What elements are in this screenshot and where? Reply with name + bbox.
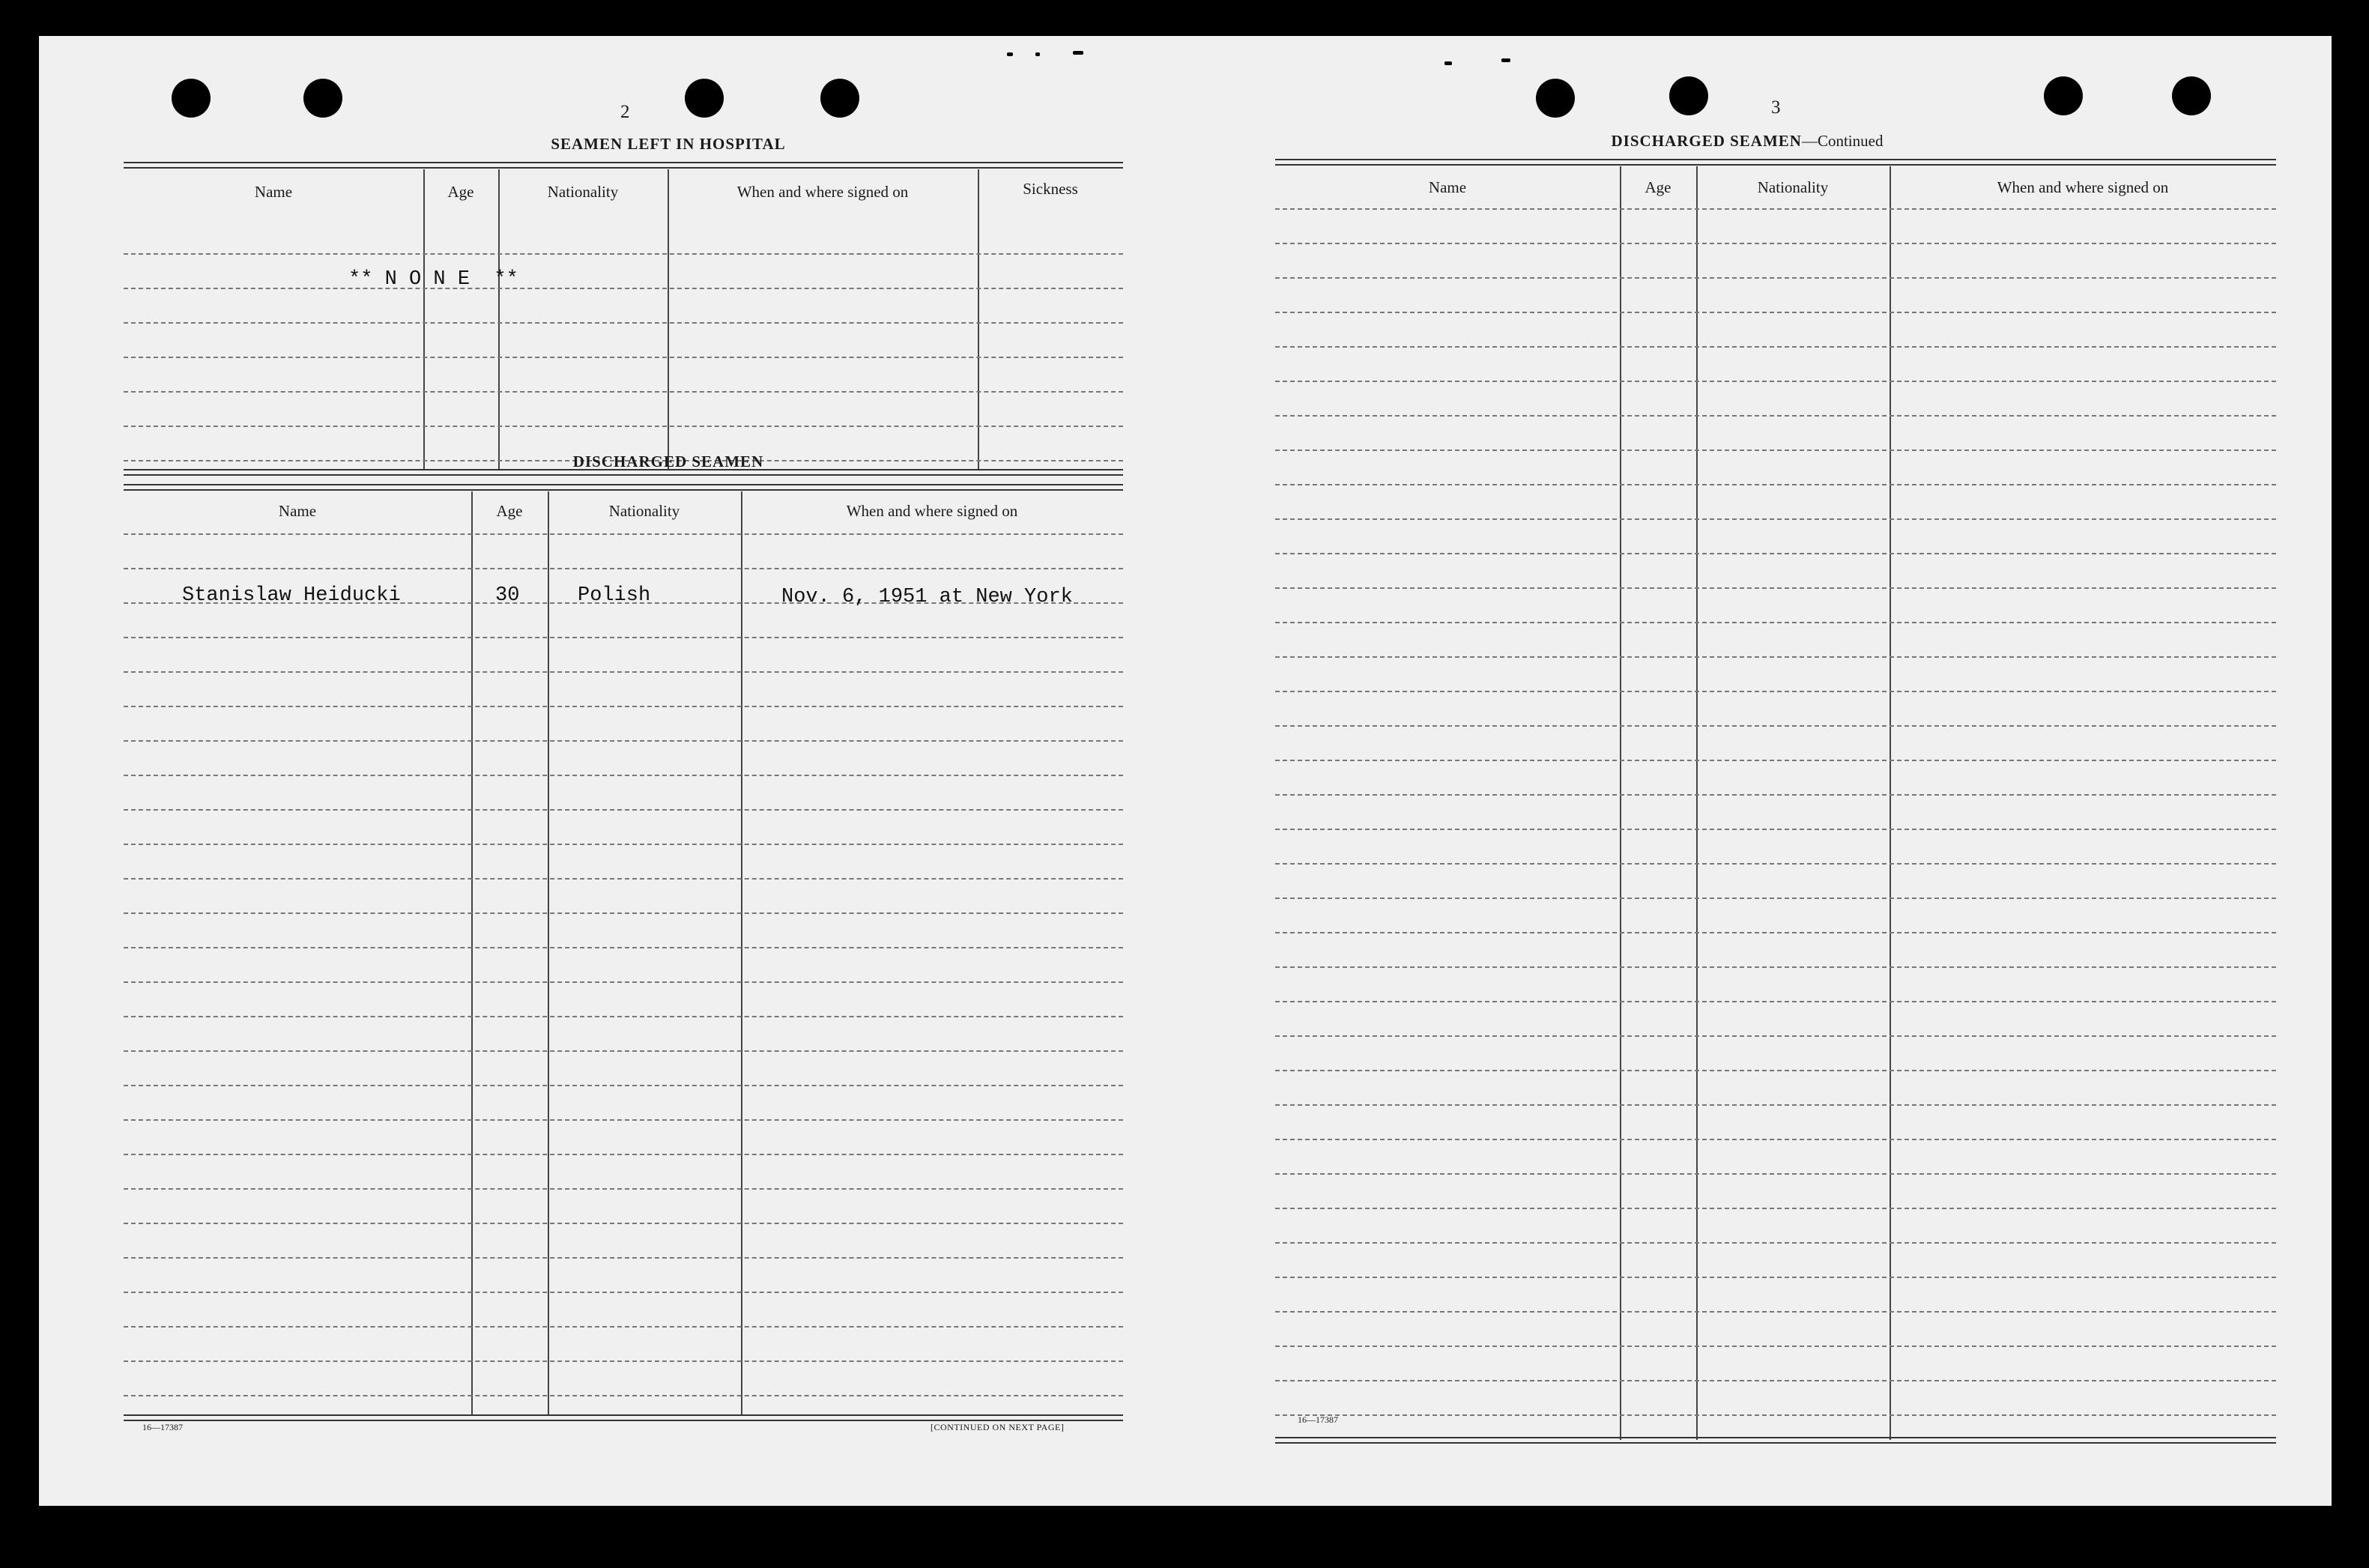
row-line (124, 1326, 1123, 1328)
column-header-nationality: Nationality (1757, 178, 1829, 196)
row-line (124, 1016, 1123, 1017)
row-line (1275, 1173, 2276, 1175)
row-line (124, 706, 1123, 707)
column-header-age: Age (496, 502, 523, 520)
row-line (1275, 1345, 2276, 1347)
row-line (124, 844, 1123, 845)
row-line (1275, 1414, 2276, 1416)
row-line (1275, 312, 2276, 313)
scan-mark (1007, 52, 1013, 56)
hospital-none-entry: ** N O N E ** (348, 268, 518, 291)
row-line (124, 533, 1123, 535)
row-line (1275, 587, 2276, 589)
row-line (124, 1360, 1123, 1362)
column-header-name: Name (254, 183, 293, 201)
column-divider (741, 491, 742, 1414)
column-header-signed-on: When and where signed on (736, 183, 909, 201)
column-header-signed-on: When and where signed on (1997, 178, 2169, 196)
row-line (124, 1257, 1123, 1259)
rule-top (1275, 159, 2276, 166)
punch-hole (2172, 76, 2211, 115)
row-line (124, 253, 1123, 255)
row-line (124, 809, 1123, 811)
row-line (124, 775, 1123, 776)
row-line (124, 671, 1123, 673)
column-header-nationality: Nationality (547, 183, 619, 201)
row-line (124, 1085, 1123, 1086)
row-line (124, 1292, 1123, 1293)
form-number: 16—17387 (1298, 1414, 1338, 1425)
seaman-nationality: Polish (578, 584, 651, 607)
column-header-age: Age (1645, 178, 1671, 196)
seaman-name: Stanislaw Heiducki (182, 584, 401, 607)
rule-top (124, 484, 1123, 491)
row-line (1275, 518, 2276, 520)
row-line (124, 1119, 1123, 1121)
row-line (1275, 966, 2276, 968)
column-header-age: Age (447, 183, 474, 201)
row-line (1275, 1380, 2276, 1381)
column-header-sickness: Sickness (1023, 180, 1078, 198)
row-line (1275, 449, 2276, 451)
row-line (124, 288, 1123, 289)
row-line (124, 391, 1123, 393)
column-header-nationality: Nationality (608, 502, 680, 520)
discharged-section-title: DISCHARGED SEAMEN (572, 452, 764, 470)
row-line (1275, 1208, 2276, 1209)
row-line (1275, 622, 2276, 623)
row-line (1275, 277, 2276, 279)
punch-hole (172, 79, 211, 118)
column-divider (1620, 166, 1621, 1440)
row-line (124, 426, 1123, 427)
row-line (124, 1223, 1123, 1224)
row-line (1275, 794, 2276, 796)
row-line (1275, 208, 2276, 210)
discharged-table (124, 484, 1123, 1450)
row-line (124, 1050, 1123, 1052)
rule-bottom (1275, 1437, 2276, 1444)
row-line (1275, 415, 2276, 417)
row-line (124, 637, 1123, 638)
row-line (124, 740, 1123, 742)
row-line (1275, 381, 2276, 382)
column-divider (1696, 166, 1698, 1440)
seaman-age: 30 (495, 584, 520, 607)
row-line (1275, 863, 2276, 865)
title-main: DISCHARGED SEAMEN (1611, 132, 1802, 150)
column-header-name: Name (1428, 178, 1467, 196)
row-line (124, 981, 1123, 983)
punch-hole (820, 79, 859, 118)
row-line (1275, 243, 2276, 244)
scan-mark (1501, 58, 1510, 62)
continued-note: [CONTINUED ON NEXT PAGE] (931, 1422, 1065, 1432)
title-continued: —Continued (1801, 132, 1884, 150)
row-line (124, 1154, 1123, 1155)
row-line (1275, 346, 2276, 348)
row-line (1275, 725, 2276, 727)
row-line (124, 912, 1123, 914)
hospital-table (124, 162, 1123, 476)
punch-hole (2044, 76, 2083, 115)
scan-mark (1035, 52, 1040, 56)
punch-hole (685, 79, 724, 118)
row-line (124, 1188, 1123, 1190)
row-line (124, 878, 1123, 880)
rule-bottom (124, 1414, 1123, 1421)
row-line (1275, 1242, 2276, 1244)
document-sheet (39, 36, 2332, 1506)
scan-mark (1444, 61, 1452, 65)
column-header-signed-on: When and where signed on (846, 502, 1018, 520)
row-line (124, 322, 1123, 324)
row-line (1275, 829, 2276, 830)
column-header-name: Name (278, 502, 317, 520)
row-line (124, 568, 1123, 569)
discharged-continued-table (1275, 159, 2276, 1447)
column-divider (548, 491, 549, 1414)
row-line (1275, 897, 2276, 899)
page-number: 3 (1771, 97, 1781, 118)
row-line (1275, 1001, 2276, 1002)
discharged-continued-title (1537, 132, 1957, 151)
punch-hole (1536, 79, 1575, 118)
row-line (1275, 1139, 2276, 1140)
page-number: 2 (620, 102, 630, 122)
rule-top (124, 162, 1123, 169)
row-line (1275, 932, 2276, 933)
row-line (1275, 553, 2276, 554)
hospital-section-title: SEAMEN LEFT IN HOSPITAL (551, 135, 786, 153)
row-line (124, 947, 1123, 948)
row-line (1275, 1277, 2276, 1278)
row-line (1275, 1035, 2276, 1037)
row-line (1275, 691, 2276, 692)
punch-hole (1669, 76, 1708, 115)
row-line (1275, 1311, 2276, 1313)
row-line (124, 357, 1123, 358)
row-line (1275, 656, 2276, 658)
row-line (1275, 484, 2276, 485)
scan-mark (1073, 51, 1083, 55)
row-line (1275, 760, 2276, 761)
column-divider (1890, 166, 1891, 1440)
row-line (1275, 1104, 2276, 1106)
row-line (124, 1395, 1123, 1396)
seaman-signed-on: Nov. 6, 1951 at New York (781, 586, 1073, 608)
punch-hole (303, 79, 342, 118)
form-number: 16—17387 (142, 1422, 183, 1432)
column-divider (471, 491, 473, 1414)
row-line (1275, 1070, 2276, 1071)
